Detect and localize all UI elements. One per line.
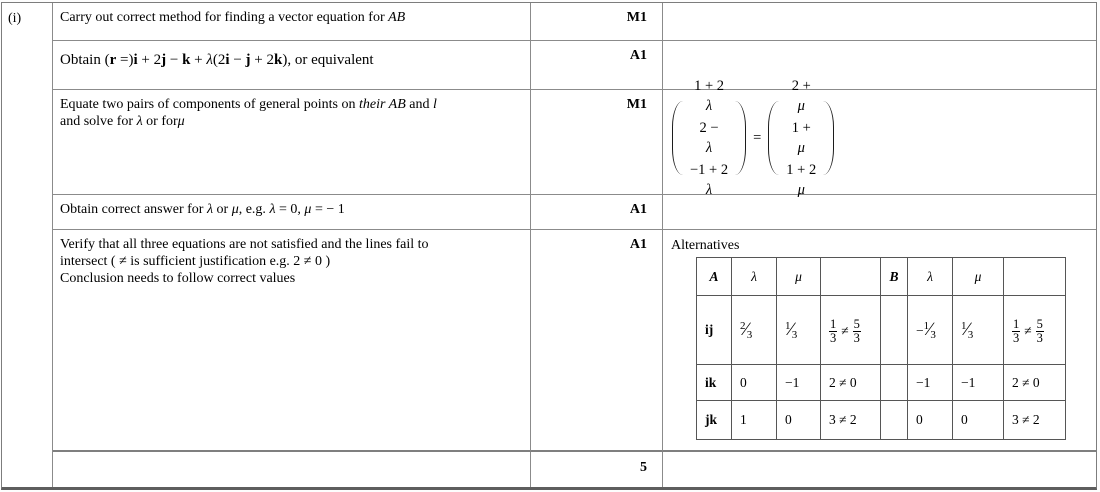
mark-label: A1 (629, 48, 647, 63)
criterion-text: intersect ( ≠ is sufficient justification e.g. 2 ≠ 0 ) (60, 254, 331, 269)
alt-header-lambda-B: λ (908, 258, 953, 296)
total-row-blank-left (53, 452, 531, 487)
alternatives-label: Alternatives (671, 238, 740, 253)
alt-ik-a-check: 2 ≠ 0 (821, 365, 881, 401)
alt-header-lambda-A: λ (732, 258, 777, 296)
criterion-text: Obtain (r =)i + 2j − k + λ(2i − j + 2k), or equivalent (60, 52, 374, 68)
alt-header-row (697, 258, 1066, 296)
markscheme-table (1, 2, 1097, 490)
alt-header-mu-A: μ (777, 258, 821, 296)
total-row-blank-right (663, 452, 1096, 487)
total-marks-cell (531, 452, 663, 487)
alt-jk-b-blank (881, 401, 908, 440)
alt-jk-a-mu: 0 (777, 401, 821, 440)
alt-jk-b-check: 3 ≠ 2 (1004, 401, 1066, 440)
working-cell-1 (663, 3, 1096, 41)
alt-ik-b-blank (881, 365, 908, 401)
criterion-cell-1 (53, 3, 531, 41)
alt-ij-b-check: 1 3 ≠ 5 3 (1004, 296, 1066, 365)
alt-ij-a-lambda: $^2∕_3$ (732, 296, 777, 365)
criterion-text: Conclusion needs to follow correct values (60, 271, 296, 286)
mark-label: M1 (626, 97, 647, 112)
criterion-cell-5 (53, 230, 531, 452)
vector-entry: 2 − λ (699, 120, 719, 156)
alt-ij-b-lambda: $-^1∕_3$ (908, 296, 953, 365)
total-marks: 5 (640, 460, 647, 475)
alt-ij-b-mu: $^1∕_3$ (953, 296, 1004, 365)
mark-cell-3 (531, 90, 663, 195)
criterion-cell-2 (53, 41, 531, 90)
mark-cell-4 (531, 195, 663, 230)
alt-header-blank-B (1004, 258, 1066, 296)
alt-jk-a-lambda: 1 (732, 401, 777, 440)
alt-row-jk (697, 401, 1066, 440)
alt-header-mu-B: μ (953, 258, 1004, 296)
criterion-text: Obtain correct answer for λ or μ, e.g. λ = 0, μ = − 1 (60, 202, 345, 217)
mark-cell-1 (531, 3, 663, 41)
mark-label: A1 (629, 202, 647, 217)
vector-entry: 2 + μ (791, 78, 811, 114)
right-vector (768, 78, 834, 198)
alt-jk-a-check: 3 ≠ 2 (821, 401, 881, 440)
alt-ij-label: ij (697, 296, 732, 365)
alt-header-B: B (881, 258, 908, 296)
vector-entry: 1 + 2 μ (786, 162, 817, 198)
criterion-cell-3 (53, 90, 531, 195)
equals-sign: = (753, 129, 762, 146)
alt-header-blank-A (821, 258, 881, 296)
working-cell-4 (663, 195, 1096, 230)
vector-entry: 1 + 2 λ (694, 78, 725, 114)
left-vector (672, 78, 746, 198)
criterion-text: Equate two pairs of components of general points on their AB and l (60, 97, 437, 112)
criterion-text: Verify that all three equations are not satisfied and the lines fail to (60, 237, 429, 252)
part-label: (i) (8, 11, 22, 26)
alt-ij-a-check: 1 3 ≠ 5 3 (821, 296, 881, 365)
alt-jk-b-lambda: 0 (908, 401, 953, 440)
mark-cell-5 (531, 230, 663, 452)
alt-header-A: A (697, 258, 732, 296)
vector-equation (672, 78, 834, 198)
alt-row-ik (697, 365, 1066, 401)
criterion-text: and solve for λ or forμ (60, 114, 185, 129)
alt-ik-label: ik (697, 365, 732, 401)
criterion-text: Carry out correct method for finding a vector equation for AB (60, 10, 406, 25)
alternatives-table (696, 257, 1066, 440)
mark-label: A1 (629, 237, 647, 252)
vector-entry: 1 + μ (791, 120, 811, 156)
mark-label: M1 (626, 10, 647, 25)
mark-cell-2 (531, 41, 663, 90)
alt-ik-b-check: 2 ≠ 0 (1004, 365, 1066, 401)
right-paren (734, 101, 746, 175)
left-paren (768, 101, 780, 175)
criterion-cell-4 (53, 195, 531, 230)
alt-jk-b-mu: 0 (953, 401, 1004, 440)
left-paren (672, 101, 684, 175)
alt-ij-a-mu: $^1∕_3$ (777, 296, 821, 365)
alt-row-ij (697, 296, 1066, 365)
alt-ik-a-mu: −1 (777, 365, 821, 401)
alt-ij-b-blank (881, 296, 908, 365)
right-paren (822, 101, 834, 175)
vector-entry: −1 + 2 λ (690, 162, 729, 198)
alt-ik-b-mu: −1 (953, 365, 1004, 401)
alt-jk-label: jk (697, 401, 732, 440)
part-label-cell (2, 3, 53, 487)
alt-ik-b-lambda: −1 (908, 365, 953, 401)
working-cell-3 (663, 78, 1096, 198)
working-cell-5 (663, 230, 1096, 452)
alt-ik-a-lambda: 0 (732, 365, 777, 401)
